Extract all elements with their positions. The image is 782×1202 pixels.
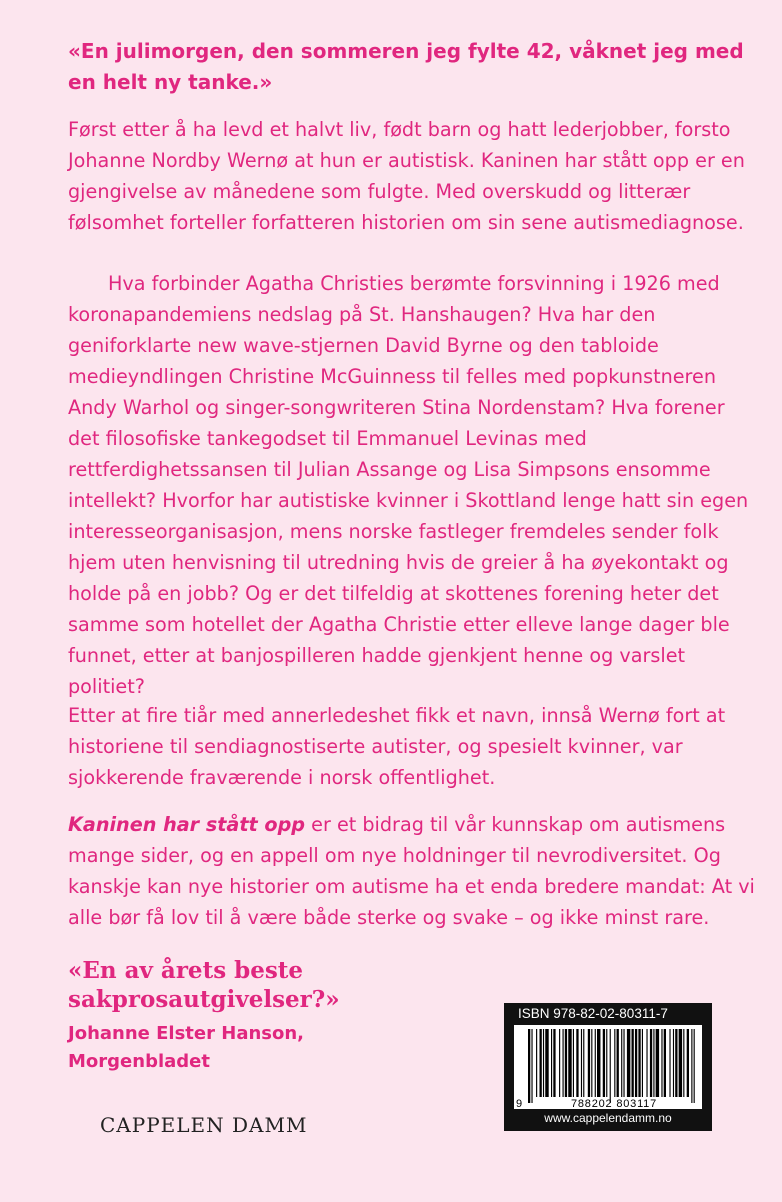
paragraph-3: Etter at fire tiår med annerledeshet fikk et navn, innså Wernø fort at historiene til sendiagnostiserte autister, og spesielt kvinner, var sjokkerende fraværende i norsk offentlighet. (68, 704, 726, 789)
barcode-bar (617, 1029, 619, 1097)
barcode-bar (603, 1029, 605, 1097)
barcode-bar (610, 1029, 611, 1103)
barcode-bar (661, 1029, 662, 1097)
book-title: Kaninen har stått opp (68, 813, 306, 836)
barcode-bar (683, 1029, 684, 1097)
barcode-bars (514, 1025, 702, 1109)
intro-quote: «En julimorgen, den sommeren jeg fylte 42, våknet jeg med en helt ny tanke.» (68, 39, 744, 94)
barcode-bar (642, 1029, 643, 1097)
barcode-bar (583, 1029, 584, 1097)
isbn-barcode-box (504, 1003, 712, 1131)
website: www.cappelendamm.no (544, 1111, 672, 1125)
paragraph-4-text: er et bidrag til vår kunnskap om autismens mange sider, og en appell om nye holdninger til nevrodiversitet. Og kanskje kan nye historier om autisme ha et enda bredere mandat: At vi alle bør få lov til å være både sterke og svake – og ikke minst rare. (68, 813, 755, 929)
paragraph-2-text: Hva forbinder Agatha Christies berømte forsvinning i 1926 med koronapandemiens nedslag på St. Hanshaugen? Hva har den geniforklarte new wave-stjernen David Byrne og den tabloide medieyndlingen Christine McGuinness til felles med popkunstneren Andy Warhol og singer-songwriteren Stina Nordenstam? Hva forener det filosofiske tankegodset til Emmanuel Levinas med rettferdighetssansen til Julian Assange og Lisa Simpsons ensomme intellekt? Hvorfor har autistiske kvinner i Skottland lenge hatt sin egen interesseorganisasjon, mens norske fastleger fremdeles sender folk hjem uten henvisning til utredning hvis de greier å ha øyekontakt og holde på en jobb? Og er det tilfeldig at skottenes forening heter det samme som hotellet der Agatha Christie etter elleve lange dager ble funnet, etter at banjospilleren hadde gjenkjent henne og varslet politiet? (68, 272, 749, 698)
barcode-bar (536, 1029, 537, 1097)
barcode-bar (656, 1029, 659, 1097)
barcode-bar (595, 1029, 596, 1097)
barcode-bar (581, 1029, 582, 1097)
publisher-logo: CAPPELEN DAMM (100, 1113, 308, 1137)
barcode-bar (632, 1029, 634, 1097)
barcode-bar (679, 1029, 682, 1097)
barcode-bar (545, 1029, 548, 1097)
barcode-bar (559, 1029, 560, 1097)
barcode-bar (694, 1029, 695, 1103)
barcode-bar (623, 1029, 624, 1097)
barcode-bar (553, 1029, 555, 1097)
barcode-bar (691, 1029, 692, 1103)
barcode-bar (669, 1029, 670, 1097)
barcode-bar (597, 1029, 600, 1097)
ean-digits: 788202 803117 (570, 1098, 658, 1110)
barcode-bar (551, 1029, 552, 1097)
isbn-label: ISBN 978-82-02-80311-7 (518, 1006, 668, 1021)
review-quote: «En av årets beste sakprosautgivelser?» (68, 957, 340, 1013)
barcode-bar (614, 1029, 615, 1097)
review-source: Morgenbladet (68, 1051, 210, 1072)
barcode-bar (588, 1029, 590, 1097)
barcode-bar (675, 1029, 677, 1097)
barcode (514, 1025, 702, 1109)
review-author: Johanne Elster Hanson, (68, 1023, 305, 1044)
barcode-bar (543, 1029, 544, 1097)
paragraph-2 (68, 268, 758, 702)
barcode-bar (563, 1029, 564, 1097)
barcode-bar (531, 1029, 532, 1103)
barcode-bar (528, 1029, 530, 1103)
barcode-bar (653, 1029, 654, 1097)
ean-first-digit: 9 (516, 1098, 523, 1110)
barcode-bar (568, 1029, 571, 1097)
barcode-bar (565, 1029, 567, 1097)
barcode-bar (673, 1029, 674, 1097)
barcode-bar (573, 1029, 574, 1097)
barcode-bar (540, 1029, 542, 1097)
barcode-bar (627, 1029, 630, 1097)
paragraph-4 (68, 809, 758, 933)
barcode-bar (650, 1029, 652, 1097)
barcode-bar (635, 1029, 637, 1097)
barcode-bar (687, 1029, 689, 1097)
barcode-bar (638, 1029, 640, 1097)
paragraph-1: Først etter å ha levd et halvt liv, født barn og hatt lederjobber, forsto Johanne Nordby Wernø at hun er autistisk. Kaninen har stått opp er en gjengivelse av månedene som fulgte. Med overskudd og litterær følsomhet forteller forfatteren historien om sin sene autismediagnose. (68, 118, 745, 234)
barcode-bar (664, 1029, 666, 1097)
barcode-bar (621, 1029, 622, 1097)
barcode-bar (606, 1029, 607, 1097)
barcode-bar (576, 1029, 578, 1097)
barcode-bar (591, 1029, 592, 1097)
barcode-bar (646, 1029, 647, 1097)
